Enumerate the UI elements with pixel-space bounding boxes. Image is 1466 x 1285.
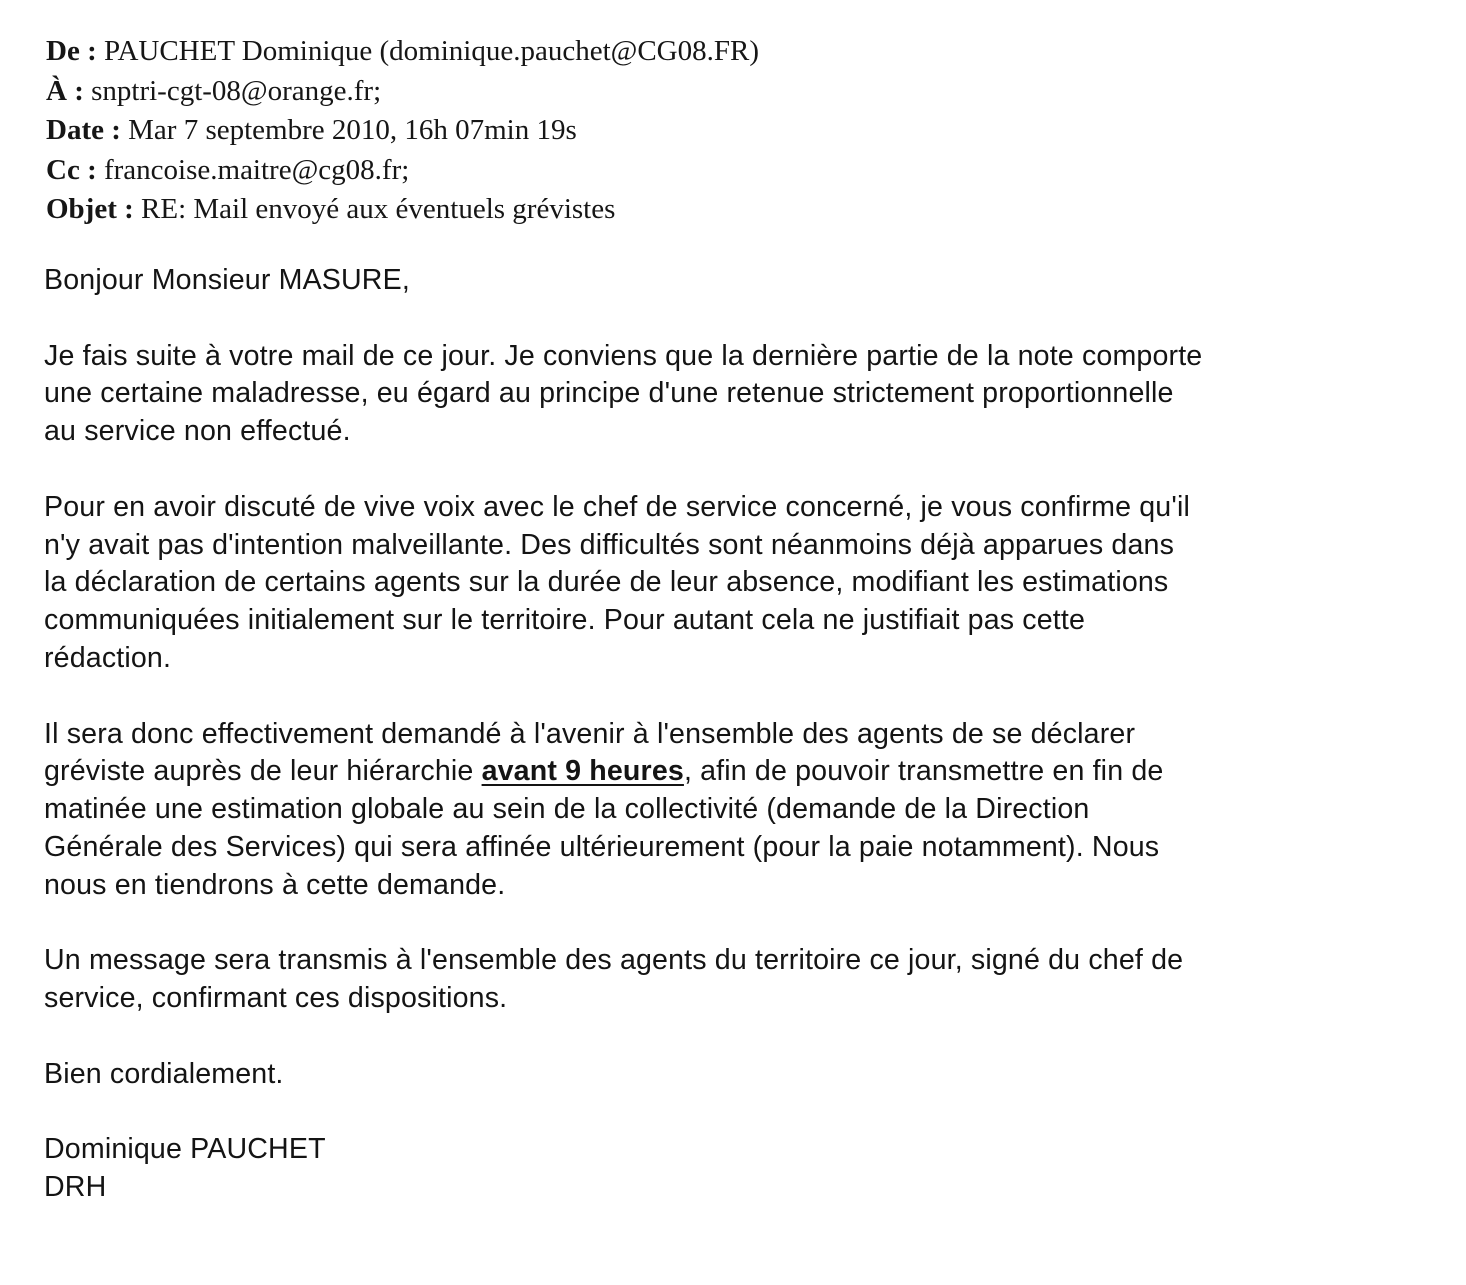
from-label: De : xyxy=(46,35,97,67)
email-header xyxy=(46,32,759,230)
paragraph-line: Pour en avoir discuté de vive voix avec le chef de service concerné, je vous confirme qu'il xyxy=(44,490,1190,523)
closing: Bien cordialement. xyxy=(44,1057,284,1090)
cc-label: Cc : xyxy=(46,153,97,186)
deadline-emphasis: avant 9 heures xyxy=(481,755,684,788)
paragraph-line: nous en tiendrons à cette demande. xyxy=(44,868,506,901)
paragraph-line: une certaine maladresse, eu égard au principe d'une retenue strictement proportionnelle xyxy=(44,377,1174,410)
paragraph-4 xyxy=(44,942,1444,1018)
subject-row xyxy=(46,190,759,230)
paragraph-line: au service non effectué. xyxy=(44,415,351,448)
from-value: PAUCHET Dominique (dominique.pauchet@CG08.FR) xyxy=(103,35,760,67)
paragraph-line: Générale des Services) qui sera affinée ultérieurement (pour la paie notamment). Nous xyxy=(44,830,1160,863)
email-body xyxy=(44,262,1444,1207)
from-row xyxy=(46,32,759,72)
date-value: Mar 7 septembre 2010, 16h 07min 19s xyxy=(128,114,577,146)
paragraph-1 xyxy=(44,338,1444,451)
to-value: snptri-cgt-08@orange.fr; xyxy=(91,74,382,107)
text-after-emphasis: , afin de pouvoir transmettre en fin de xyxy=(683,755,1164,788)
subject-value: RE: Mail envoyé aux éventuels grévistes xyxy=(141,193,616,225)
cc-row xyxy=(46,151,759,191)
cc-value: francoise.maitre@cg08.fr; xyxy=(103,153,410,186)
paragraph-line: n'y avait pas d'intention malveillante. Des difficultés sont néanmoins déjà apparues dans xyxy=(44,528,1175,561)
paragraph-line: Je fais suite à votre mail de ce jour. Je conviens que la dernière partie de la note comporte xyxy=(44,339,1203,372)
paragraph-line-with-emphasis xyxy=(44,753,1444,791)
paragraph-line: matinée une estimation globale au sein de la collectivité (demande de la Direction xyxy=(44,793,1090,826)
paragraph-line: rédaction. xyxy=(44,641,172,674)
greeting: Bonjour Monsieur MASURE, xyxy=(44,264,410,296)
text-before-emphasis: gréviste auprès de leur hiérarchie xyxy=(44,755,482,788)
paragraph-3 xyxy=(44,716,1444,905)
paragraph-line: communiquées initialement sur le territoire. Pour autant cela ne justifiait pas cette xyxy=(44,604,1086,637)
signature xyxy=(44,1131,1444,1207)
signature-name: Dominique PAUCHET xyxy=(44,1133,326,1166)
signature-title: DRH xyxy=(44,1171,107,1204)
subject-label: Objet : xyxy=(46,193,134,225)
date-label: Date : xyxy=(46,114,121,146)
paragraph-line: Un message sera transmis à l'ensemble des agents du territoire ce jour, signé du chef de xyxy=(44,944,1184,977)
paragraph-line: service, confirmant ces dispositions. xyxy=(44,982,508,1015)
to-label: À : xyxy=(46,74,84,107)
paragraph-line: la déclaration de certains agents sur la durée de leur absence, modifiant les estimations xyxy=(44,566,1169,599)
date-row xyxy=(46,111,759,151)
paragraph-2 xyxy=(44,489,1444,678)
to-row xyxy=(46,72,759,112)
paragraph-line: Il sera donc effectivement demandé à l'avenir à l'ensemble des agents de se déclarer xyxy=(44,717,1136,750)
